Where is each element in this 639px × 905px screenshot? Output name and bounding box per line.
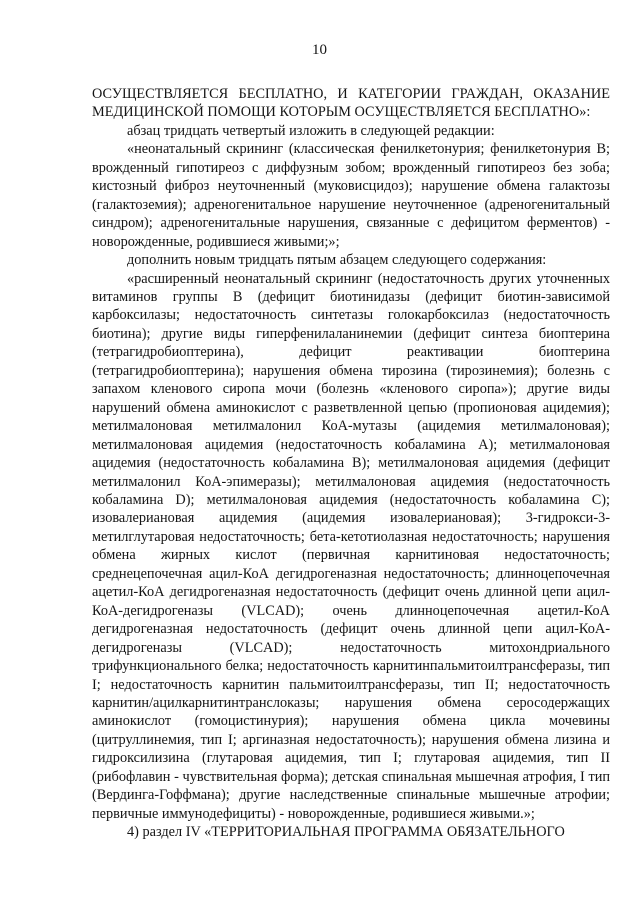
paragraph-amendment-35: дополнить новым тридцать пятым абзацем следующего содержания: [127,252,547,269]
document-body [92,85,610,842]
paragraph-section-iv: 4) раздел IV «ТЕРРИТОРИАЛЬНАЯ ПРОГРАММА ОБЯЗАТЕЛЬНОГО [127,824,565,841]
paragraph-neonatal-screening: «неонатальный скрининг (классическая фенилкетонурия; фенилкетонурия В; врожденный гипотиреоз с диффузным зобом; врожденный гипотиреоз без зоба; кистозный фиброз неуточненный (муковисцидоз); нарушение обмена галактозы (галактоземия); адреногенитальное нарушение неуточненное (адреногенитальный синдром); адреногенитальные нарушения, связанные с дефицитом ферментов) - новорожденные, родившиеся живыми;»; [92,141,610,250]
paragraph-extended-screening: «расширенный неонатальный скрининг (недостаточность других уточненных витаминов группы В (дефицит биотинидазы (дефицит биотин-зависимой карбоксилазы; недостаточность синтетазы голокарбоксилаз (недостаточность биотина); другие виды гиперфенилаланинемии (дефицит синтеза биоптерина (тетрагидробиоптерина), дефицит реактивации биоптерина (тетрагидробиоптерина); нарушения обмена тирозина (тирозинемия); болезнь с запахом кленового сиропа мочи (болезнь «кленового сиропа»); другие виды нарушений обмена аминокислот с разветвленной цепью (пропионовая ацидемия); метилмалоновая метилмалонил КоА-мутазы (ацидемия метилмалоновая); метилмалоновая ацидемия (недостаточность кобаламина А); метилмалоновая ацидемия (недостаточность кобаламина В); метилмалоновая ацидемия (дефицит метилмалонил КоА-эпимеразы); метилмалоновая ацидемия (недостаточность кобаламина D); метилмалоновая ацидемия (недостаточность кобаламина С); изовалериановая ацидемия (ацидемия изовалериановая); 3-гидрокси-3-метилглутаровая недостаточность; бета-кетотиолазная недостаточность; нарушения обмена жирных кислот (первичная карнитиновая недостаточность; среднецепочечная ацил-КоА дегидрогеназная недостаточность; длинноцепочечная ацетил-КоА дегидрогеназная недостаточность (дефицит очень длинной цепи ацил-КоА-дегидрогеназы (VLCAD); очень длинноцепочечная ацетил-КоА дегидрогеназная недостаточность (дефицит очень длинной цепи ацил-КоА-дегидрогеназы (VLCAD); недостаточность митохондриального трифункционального белка; недостаточность карнитинпальмитоилтрансферазы, тип I; недостаточность карнитин пальмитоилтрансферазы, тип II; недостаточность карнитин/ацилкарнитинтранслоказы; нарушения обмена серосодержащих аминокислот (гомоцистинурия); нарушения обмена цикла мочевины (цитруллинемия, тип I; аргиназная недостаточность); нарушения обмена лизина и гидроксилизина (глутаровая ацидемия, тип I; глутаровая ацидемия, тип II (рибофлавин - чувствительная форма); детская спинальная мышечная атрофия, I тип (Вердинга-Гоффмана); другие наследственные спинальные мышечные атрофии; первичные иммунодефициты) - новорожденные, родившиеся живыми.»; [92,270,610,822]
paragraph-heading-continuation: ОСУЩЕСТВЛЯЕТСЯ БЕСПЛАТНО, И КАТЕГОРИИ ГРАЖДАН, ОКАЗАНИЕ МЕДИЦИНСКОЙ ПОМОЩИ КОТОРЫМ ОСУЩЕСТВЛЯЕТСЯ БЕСПЛАТНО»: [92,86,610,121]
page-number: 10 [312,42,327,58]
paragraph-amendment-34: абзац тридцать четвертый изложить в следующей редакции: [127,122,495,139]
